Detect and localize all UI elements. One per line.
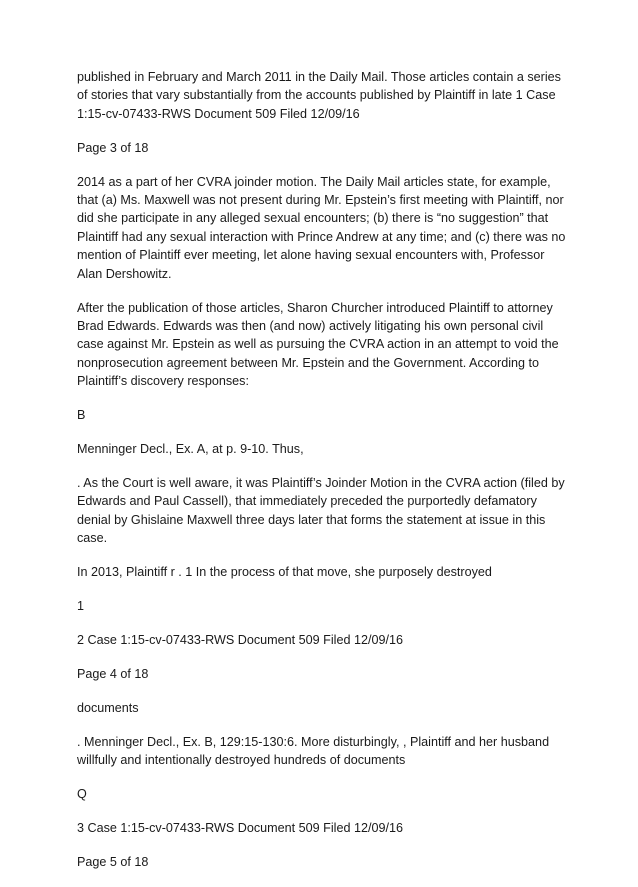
paragraph-churcher-edwards: After the publication of those articles, Sharon Churcher introduced Plaintiff to attorney Brad Edwards. Edwards was then (and now) actively litigating his own personal civil case against Mr. Epstein as well as pursuing the CVRA action in an attempt to void the nonprosecution agreement between Mr. Epstein and the Government. According to Plaintiff’s discovery responses: [77, 300, 559, 389]
paragraph-menninger-ex-b: . Menninger Decl., Ex. B, 129:15-130:6. More disturbingly, , Plaintiff and her husband willfully and intentionally destroyed hundreds of documents [77, 734, 550, 767]
page-number-4: Page 4 of 18 [77, 666, 149, 681]
paragraph-joinder-motion: . As the Court is well aware, it was Plaintiff’s Joinder Motion in the CVRA action (filed by Edwards and Paul Cassell), that immediately preceded the purportedly defamatory denial by Ghislaine Maxwell three days later that forms the statement at issue in this case. [77, 475, 565, 546]
paragraph-daily-mail-articles: published in February and March 2011 in the Daily Mail. Those articles contain a series of stories that vary substantially from the accounts published by Plaintiff in late 1 Case 1:15-cv-07433-RWS Document 509 Filed 12/09/16 [77, 70, 561, 121]
page-number-5: Page 5 of 18 [77, 854, 149, 869]
footnote-marker-1: 1 [77, 598, 85, 613]
paragraph-2013-move: In 2013, Plaintiff r . 1 In the process of that move, she purposely destroyed [77, 565, 492, 580]
document-page [77, 68, 567, 887]
paragraph-menninger-ex-a: Menninger Decl., Ex. A, at p. 9-10. Thus, [77, 442, 304, 456]
page-number-3: Page 3 of 18 [77, 140, 149, 155]
case-header-page-4: 2 Case 1:15-cv-07433-RWS Document 509 Filed 12/09/16 [77, 632, 403, 647]
paragraph-cvra-joinder: 2014 as a part of her CVRA joinder motion. The Daily Mail articles state, for example, that (a) Ms. Maxwell was not present during Mr. Epstein’s first meeting with Plaintiff, nor did she participate in any alleged sexual encounters; (b) there is “no suggestion” that Plaintiff had any sexual interaction with Prince Andrew at any time; and (c) there was no mention of Plaintiff ever meeting, let alone having sexual encounters with, Professor Alan Dershowitz. [77, 174, 566, 281]
paragraph-documents: documents [77, 700, 139, 715]
case-header-page-5: 3 Case 1:15-cv-07433-RWS Document 509 Filed 12/09/16 [77, 820, 403, 835]
paragraph-letter-q: Q [77, 786, 87, 801]
paragraph-letter-b: B [77, 408, 86, 423]
